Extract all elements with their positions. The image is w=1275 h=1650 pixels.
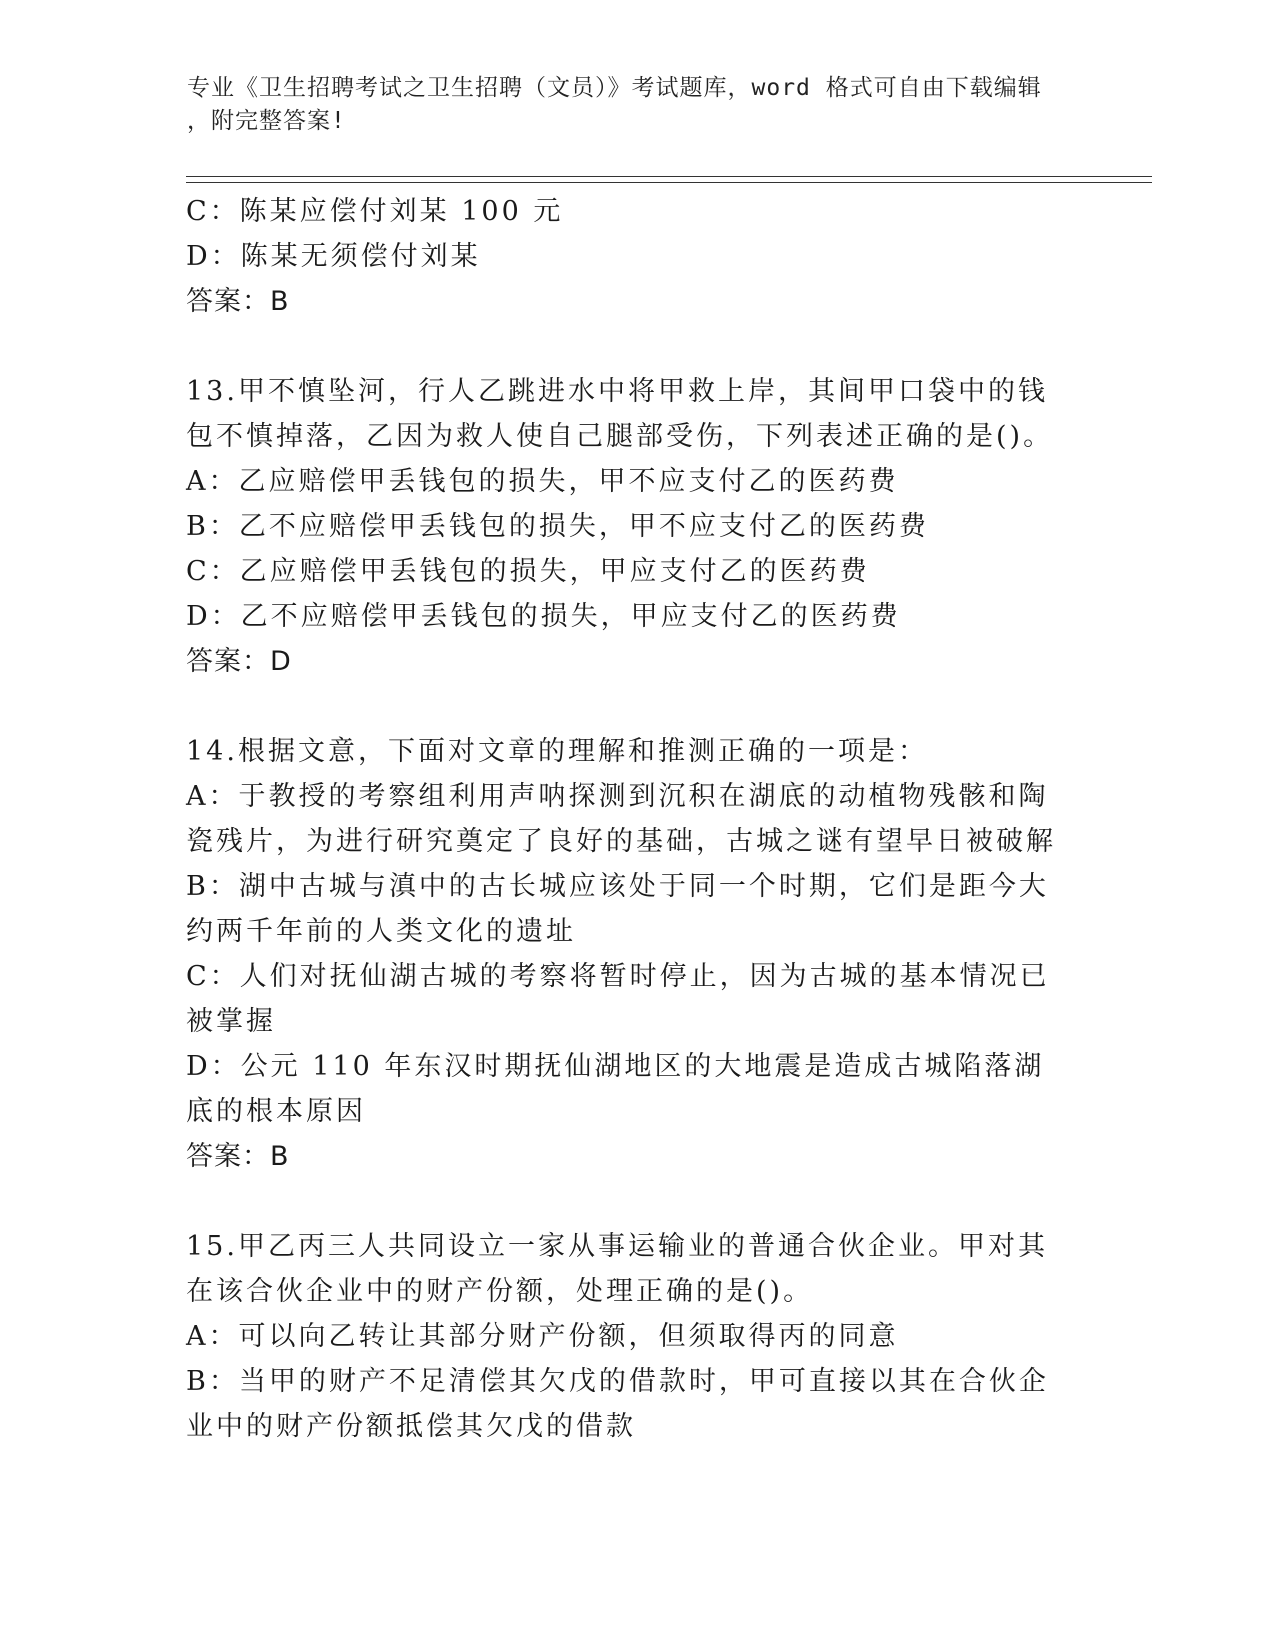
option-b: B：湖中古城与滇中的古长城应该处于同一个时期，它们是距今大约两千年前的人类文化的遗址	[186, 871, 1049, 947]
question-13	[186, 369, 1066, 684]
option-c: C：陈某应偿付刘某 100 元	[186, 196, 564, 227]
header-line-2: ，附完整答案!	[187, 108, 346, 134]
header-line-1: 专业《卫生招聘考试之卫生招聘（文员）》考试题库，word 格式可自由下载编辑	[187, 75, 1042, 101]
header-divider-top	[186, 176, 1152, 177]
option-c: C：人们对抚仙湖古城的考察将暂时停止，因为古城的基本情况已被掌握	[186, 961, 1050, 1037]
answer-line: 答案：B	[186, 286, 290, 317]
option-a: A：于教授的考察组利用声呐探测到沉积在湖底的动植物残骸和陶瓷残片，为进行研究奠定了良好的基础，古城之谜有望早日被破解	[186, 781, 1056, 857]
spacer	[186, 684, 1066, 729]
document-header	[187, 72, 1067, 138]
document-body	[186, 189, 1066, 1449]
question-15	[186, 1224, 1066, 1449]
option-a: A：可以向乙转让其部分财产份额，但须取得丙的同意	[186, 1321, 899, 1352]
question-stem: 14.根据文意，下面对文章的理解和推测正确的一项是：	[186, 736, 928, 767]
option-b: B：当甲的财产不足清偿其欠戊的借款时，甲可直接以其在合伙企业中的财产份额抵偿其欠戊的借款	[186, 1366, 1049, 1442]
option-c: C：乙应赔偿甲丢钱包的损失，甲应支付乙的医药费	[186, 556, 870, 587]
question-12-tail	[186, 189, 1066, 324]
option-b: B：乙不应赔偿甲丢钱包的损失，甲不应支付乙的医药费	[186, 511, 929, 542]
option-a: A：乙应赔偿甲丢钱包的损失，甲不应支付乙的医药费	[186, 466, 899, 497]
answer-line: 答案：D	[186, 646, 292, 677]
question-14	[186, 729, 1066, 1179]
spacer	[186, 324, 1066, 369]
answer-line: 答案：B	[186, 1141, 290, 1172]
question-stem: 15.甲乙丙三人共同设立一家从事运输业的普通合伙企业。甲对其在该合伙企业中的财产份额，处理正确的是()。	[186, 1231, 1048, 1307]
option-d: D：公元 110 年东汉时期抚仙湖地区的大地震是造成古城陷落湖底的根本原因	[186, 1051, 1045, 1127]
spacer	[186, 1179, 1066, 1224]
question-stem: 13.甲不慎坠河，行人乙跳进水中将甲救上岸，其间甲口袋中的钱包不慎掉落，乙因为救人使自己腿部受伤，下列表述正确的是()。	[186, 376, 1054, 452]
option-d: D：乙不应赔偿甲丢钱包的损失，甲应支付乙的医药费	[186, 601, 901, 632]
option-d: D：陈某无须偿付刘某	[186, 241, 481, 272]
header-divider-bottom	[186, 182, 1152, 183]
